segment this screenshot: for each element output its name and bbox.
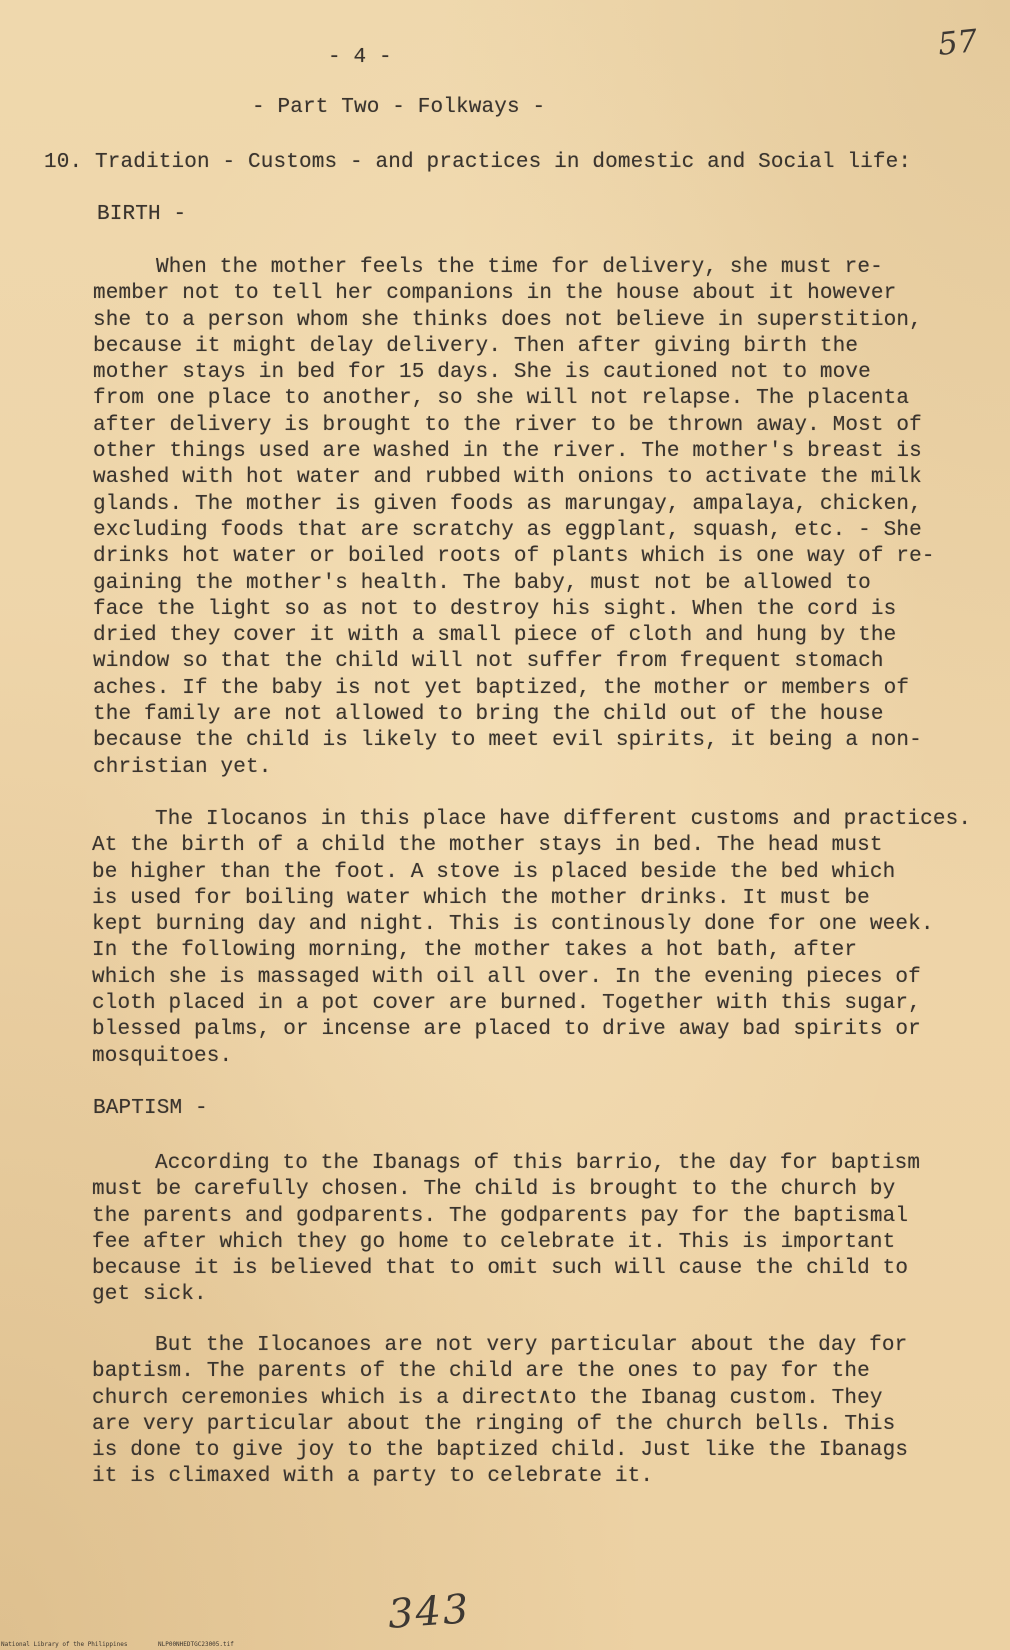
- text-line: church ceremonies which is a direct∧to the Ibanag custom. They: [92, 1386, 883, 1410]
- text-line: the family are not allowed to bring the child out of the house: [93, 703, 884, 727]
- text-line: aches. If the baby is not yet baptized, the mother or members of: [93, 676, 910, 700]
- section-heading: 10. Tradition - Customs - and practices in domestic and Social life:: [44, 151, 912, 174]
- text-line: because it is believed that to omit such will cause the child to: [92, 1257, 909, 1281]
- text-line: the parents and godparents. The godparents pay for the baptismal: [92, 1204, 909, 1228]
- text-line: other things used are washed in the river. The mother's breast is: [93, 440, 922, 464]
- text-line: At the birth of a child the mother stays in bed. The head must: [92, 834, 883, 858]
- baptism-paragraph-1: [92, 1151, 920, 1309]
- text-line: kept burning day and night. This is continously done for one week.: [92, 913, 934, 937]
- footer-library-name: National Library of the Philippines: [1, 1641, 128, 1648]
- text-line: gaining the mother's health. The baby, must not be allowed to: [93, 571, 871, 595]
- handwritten-page-number: 343: [386, 1586, 472, 1638]
- text-line: According to the Ibanags of this barrio, the day for baptism: [155, 1152, 921, 1175]
- text-line: cloth placed in a pot cover are burned. Together with this sugar,: [92, 992, 921, 1016]
- text-line: is done to give joy to the baptized child. Just like the Ibanags: [92, 1439, 909, 1463]
- text-line: from one place to another, so she will not relapse. The placenta: [93, 387, 910, 411]
- text-line: it is climaxed with a party to celebrate it.: [92, 1465, 654, 1489]
- baptism-paragraph-2: [92, 1333, 908, 1491]
- text-line: because the child is likely to meet evil spirits, it being a non-: [93, 729, 922, 753]
- text-line: glands. The mother is given foods as marungay, ampalaya, chicken,: [93, 492, 922, 516]
- text-line: The Ilocanos in this place have different customs and practices.: [155, 808, 972, 831]
- part-heading: - Part Two - Folkways -: [252, 96, 546, 119]
- birth-paragraph-1: [93, 255, 935, 781]
- text-line: must be carefully chosen. The child is brought to the church by: [92, 1178, 896, 1202]
- text-line: washed with hot water and rubbed with onions to activate the milk: [93, 466, 922, 490]
- text-line: which she is massaged with oil all over. In the evening pieces of: [92, 965, 921, 989]
- page-number: - 4 -: [328, 46, 392, 69]
- footer-file-name: NLP00NHEDTGC23005.tif: [158, 1641, 234, 1648]
- text-line: mother stays in bed for 15 days. She is cautioned not to move: [93, 361, 871, 385]
- text-line: dried they cover it with a small piece of cloth and hung by the: [93, 624, 897, 648]
- birth-heading: BIRTH -: [97, 203, 187, 226]
- text-line: be higher than the foot. A stove is placed beside the bed which: [92, 860, 896, 884]
- text-line: member not to tell her companions in the house about it however: [93, 282, 897, 306]
- text-line: mosquitoes.: [92, 1044, 233, 1068]
- text-line: blessed palms, or incense are placed to drive away bad spirits or: [92, 1018, 921, 1042]
- text-line: she to a person whom she thinks does not believe in superstition,: [93, 308, 922, 332]
- text-line: baptism. The parents of the child are the ones to pay for the: [92, 1360, 870, 1384]
- text-line: excluding foods that are scratchy as eggplant, squash, etc. - She: [93, 518, 922, 542]
- text-line: But the Ilocanoes are not very particular about the day for: [155, 1334, 908, 1357]
- text-line: face the light so as not to destroy his sight. When the cord is: [93, 597, 897, 621]
- text-line: window so that the child will not suffer from frequent stomach: [93, 650, 884, 674]
- text-line: When the mother feels the time for delivery, she must re-: [156, 256, 883, 279]
- text-line: get sick.: [92, 1283, 207, 1307]
- text-line: In the following morning, the mother takes a hot bath, after: [92, 939, 858, 963]
- text-line: fee after which they go home to celebrate it. This is important: [92, 1230, 896, 1254]
- baptism-heading: BAPTISM -: [93, 1097, 208, 1120]
- text-line: after delivery is brought to the river to be thrown away. Most of: [93, 413, 922, 437]
- text-line: drinks hot water or boiled roots of plants which is one way of re-: [93, 545, 935, 569]
- text-line: is used for boiling water which the mother drinks. It must be: [92, 886, 870, 910]
- text-line: christian yet.: [93, 755, 272, 779]
- text-line: because it might delay delivery. Then after giving birth the: [93, 334, 859, 358]
- text-line: are very particular about the ringing of the church bells. This: [92, 1412, 896, 1436]
- birth-paragraph-2: [92, 807, 971, 1070]
- handwritten-folio-number: 57: [936, 23, 980, 63]
